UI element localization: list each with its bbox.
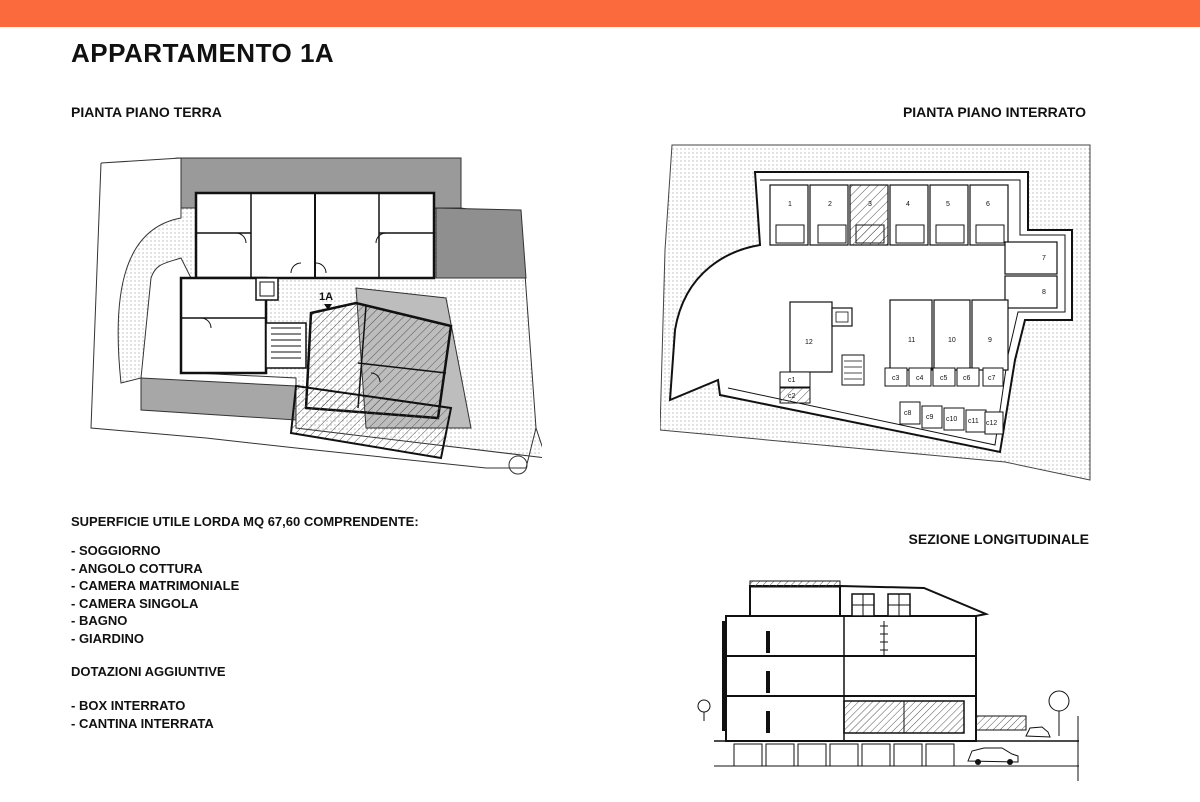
cellar-number: c9 [926, 414, 934, 421]
box-number: 10 [948, 337, 956, 344]
box-number: 7 [1042, 255, 1046, 262]
longitudinal-section [694, 576, 1094, 786]
box-number: 3 [868, 201, 872, 208]
cellar-number: c10 [946, 416, 958, 423]
cellar-number: c11 [968, 418, 979, 425]
box-number: 12 [805, 339, 813, 346]
cellar-number: c1 [788, 377, 796, 384]
box-number: 9 [988, 337, 992, 344]
cellar-number: c12 [986, 420, 998, 427]
list-item: - BAGNO [71, 613, 128, 628]
cellar-number: c2 [788, 393, 796, 400]
box-number: 4 [906, 201, 910, 208]
list-item: - CAMERA SINGOLA [71, 595, 199, 611]
list-item: - BOX INTERRATO [71, 698, 186, 713]
room-list [71, 542, 419, 647]
basement-plan-label: PIANTA PIANO INTERRATO [902, 104, 1086, 120]
section-label: SEZIONE LONGITUDINALE [908, 531, 1089, 547]
box-number: 8 [1042, 289, 1046, 296]
box-number: 11 [908, 337, 916, 344]
list-item: - CANTINA INTERRATA [71, 715, 214, 731]
unit-1a-label: 1A [319, 291, 334, 303]
box-number: 5 [946, 201, 950, 208]
box-number: 2 [828, 201, 832, 208]
ground-floor-plan [66, 128, 542, 484]
ground-floor-plan-label: PIANTA PIANO TERRA [71, 104, 222, 120]
box-number: 6 [986, 201, 990, 208]
cellar-number: c5 [940, 375, 948, 382]
cellar-number: c3 [892, 375, 900, 382]
apartment-specs [71, 514, 419, 732]
list-item: - ANGOLO COTTURA [71, 560, 203, 576]
cellar-number: c6 [963, 375, 971, 382]
page-title: APPARTAMENTO 1A [71, 38, 335, 68]
cellar-number: c4 [916, 375, 924, 382]
list-item: - GIARDINO [71, 630, 144, 646]
list-item: - CAMERA MATRIMONIALE [71, 578, 240, 593]
basement-plan [660, 140, 1100, 484]
box-number: 1 [788, 201, 792, 208]
extras-heading: DOTAZIONI AGGIUNTIVE [71, 664, 226, 679]
list-item: - SOGGIORNO [71, 543, 161, 558]
surface-area-text: SUPERFICIE UTILE LORDA MQ 67,60 COMPRENDENTE: [71, 514, 419, 529]
top-accent-bar [0, 0, 1200, 27]
extras-list [71, 697, 419, 732]
cellar-number: c7 [988, 375, 996, 382]
cellar-number: c8 [904, 410, 912, 417]
